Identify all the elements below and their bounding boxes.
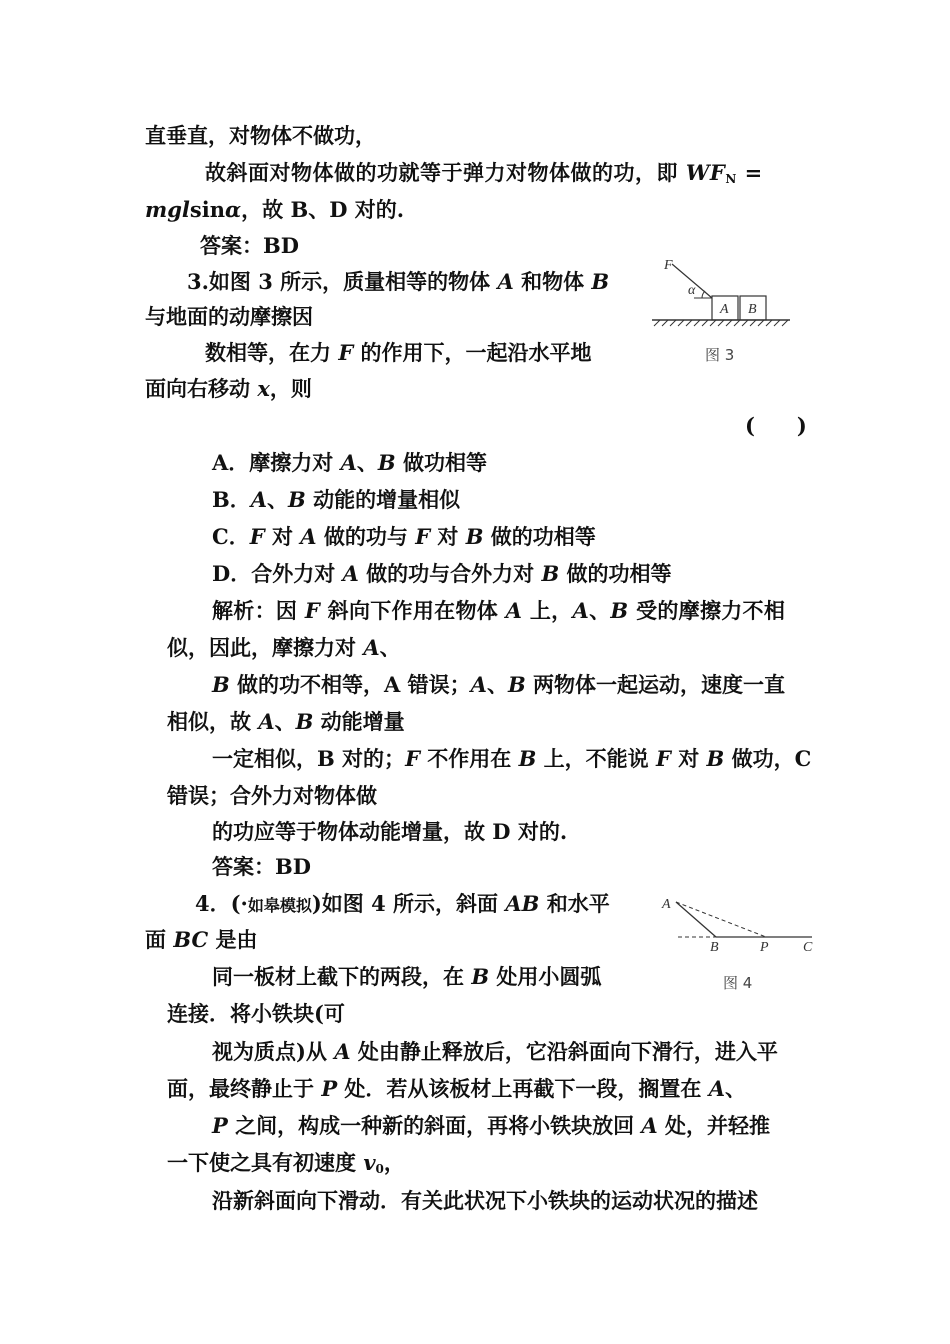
text: 、 xyxy=(274,709,296,734)
text: 和物体 xyxy=(513,269,592,294)
text: 是由 xyxy=(208,927,258,952)
paren: ( ) xyxy=(745,413,807,438)
var: F xyxy=(338,340,354,365)
explanation-line xyxy=(212,818,567,846)
text: 同一板材上截下的两段，在 xyxy=(212,964,472,989)
var: B xyxy=(465,524,484,549)
text: 处．若从该板材上再截下一段，搁置在 xyxy=(337,1076,709,1101)
text: 面向右移动 xyxy=(145,376,258,401)
text: 似，因此，摩擦力对 xyxy=(167,635,364,660)
var: A xyxy=(250,487,268,512)
text: 做的功不相等，A 错误； xyxy=(229,672,471,697)
text-line xyxy=(167,1075,746,1103)
figure-4-caption: 图 4 xyxy=(723,974,753,992)
figure-3-caption: 图 3 xyxy=(705,346,735,364)
var: A xyxy=(342,561,359,586)
text: C． xyxy=(212,524,250,549)
text-line xyxy=(167,1000,345,1028)
subscript: 0 xyxy=(375,1162,384,1176)
var: BC xyxy=(173,927,209,952)
var: B xyxy=(507,672,526,697)
text: 处由静止释放后，它沿斜面向下滑行，进入平 xyxy=(350,1039,778,1064)
var: A xyxy=(340,450,357,475)
text: 做功相等 xyxy=(395,450,487,475)
text: 两物体一起运动，速度一直 xyxy=(525,672,786,697)
text: 动能的增量相似 xyxy=(305,487,461,512)
text: 上，不能说 xyxy=(536,746,656,771)
label-B: B xyxy=(710,940,719,955)
text: 对 xyxy=(430,524,466,549)
label-B: B xyxy=(748,302,757,317)
ground-hatch xyxy=(654,320,788,326)
label-C: C xyxy=(803,940,813,955)
text: ，则 xyxy=(269,376,312,401)
var: A xyxy=(470,672,487,697)
var: AB xyxy=(505,891,540,916)
var: A xyxy=(497,269,514,294)
answer-line xyxy=(212,853,311,881)
var: B xyxy=(471,964,490,989)
explanation-line xyxy=(212,745,811,773)
label-P: P xyxy=(760,940,769,955)
var: B xyxy=(377,450,396,475)
text: 斜向下作用在物体 xyxy=(320,598,506,623)
var: v xyxy=(363,1150,376,1175)
subscript: N xyxy=(725,172,737,186)
var: B xyxy=(518,746,537,771)
var: A xyxy=(505,598,523,623)
figure-4 xyxy=(660,890,820,960)
text: 、 xyxy=(725,1076,747,1101)
text-line xyxy=(205,159,763,193)
text: A．摩擦力对 xyxy=(212,450,341,475)
text: 解析：因 xyxy=(212,598,305,623)
var: A xyxy=(641,1113,658,1138)
text: 和水平 xyxy=(539,891,610,916)
answer: 答案：BD xyxy=(200,233,299,258)
var: B xyxy=(706,746,725,771)
text-line xyxy=(212,1187,758,1215)
option-d xyxy=(212,560,672,588)
text: 对 xyxy=(264,524,301,549)
var: B xyxy=(288,487,306,512)
text-line xyxy=(145,926,257,954)
figure-3 xyxy=(650,252,800,332)
var: A xyxy=(300,524,317,549)
angle-arc xyxy=(702,291,705,298)
text: 沿新斜面向下滑动．有关此状况下小铁块的运动状况的描述 xyxy=(212,1188,758,1213)
text: 数相等，在力 xyxy=(205,340,339,365)
var: F xyxy=(655,746,671,771)
explanation-line xyxy=(212,597,785,625)
var: B xyxy=(591,269,610,294)
text: 的作用下，一起沿水平地 xyxy=(353,340,592,365)
text: 做的功与合外力对 xyxy=(358,561,542,586)
text: 3.如图 3 所示，质量相等的物体 xyxy=(187,269,498,294)
text-line xyxy=(167,1149,405,1183)
text: 不作用在 xyxy=(419,746,519,771)
text-line xyxy=(212,1112,770,1140)
var: F xyxy=(405,746,420,771)
text: 处用小圆弧 xyxy=(489,964,602,989)
text: 处，并轻推 xyxy=(657,1113,771,1138)
answer-paren xyxy=(745,412,807,440)
text: 之间，构成一种新的斜面，再将小铁块放回 xyxy=(227,1113,642,1138)
text: 、 xyxy=(486,672,508,697)
text: 故斜面对物体做的功就等于弹力对物体做的功，即 xyxy=(205,160,686,185)
text-line xyxy=(145,196,404,224)
answer: 答案：BD xyxy=(212,854,311,879)
label-A: A xyxy=(662,897,671,912)
formula: α xyxy=(224,197,242,222)
var: F xyxy=(249,524,265,549)
var: F xyxy=(415,524,431,549)
option-b xyxy=(212,486,460,514)
text: ， xyxy=(383,1150,405,1175)
var: A xyxy=(334,1039,351,1064)
text: 相似，故 xyxy=(167,709,259,734)
text-line xyxy=(145,122,376,150)
var: A xyxy=(258,709,275,734)
text: 做的功相等 xyxy=(483,524,596,549)
text: B． xyxy=(212,487,251,512)
option-a xyxy=(212,449,487,477)
label-alpha: α xyxy=(688,283,696,298)
text: 视为质点)从 xyxy=(212,1039,335,1064)
explanation-line xyxy=(167,634,401,662)
var: A xyxy=(363,635,380,660)
dashed-AP xyxy=(676,902,766,937)
text: 做的功相等 xyxy=(559,561,672,586)
text: 对 xyxy=(670,746,707,771)
incline-AB xyxy=(676,902,716,937)
var: P xyxy=(212,1113,228,1138)
text-line xyxy=(205,339,592,367)
text: 做功，C xyxy=(724,746,812,771)
text: 、 xyxy=(356,450,378,475)
label-A: A xyxy=(720,302,729,317)
text: )如图 4 所示，斜面 xyxy=(311,891,506,916)
var: x xyxy=(257,376,270,401)
text-line xyxy=(212,1038,778,1066)
text: 面，最终静止于 xyxy=(167,1076,322,1101)
var: B xyxy=(212,672,230,697)
explanation-line xyxy=(212,671,785,699)
formula: mgl xyxy=(145,197,190,222)
var: A xyxy=(572,598,590,623)
explanation-line xyxy=(167,708,405,736)
question-4-line xyxy=(195,890,610,920)
text: 动能增量 xyxy=(313,709,405,734)
text: 、 xyxy=(267,487,289,512)
text: 受的摩擦力不相 xyxy=(628,598,786,623)
var: B xyxy=(295,709,314,734)
text-line xyxy=(145,375,312,403)
option-c xyxy=(212,523,596,551)
text: D．合外力对 xyxy=(212,561,343,586)
text: = xyxy=(736,160,763,185)
text: 4．(· xyxy=(195,891,248,916)
text: 、 xyxy=(589,598,611,623)
var: B xyxy=(541,561,560,586)
text-line xyxy=(145,303,313,331)
var: A xyxy=(708,1076,726,1101)
text: 直垂直，对物体不做功， xyxy=(145,123,376,148)
formula: sin xyxy=(189,197,225,222)
var: B xyxy=(610,598,629,623)
text: 与地面的动摩擦因 xyxy=(145,304,313,329)
text: 上， xyxy=(522,598,573,623)
source-tag: 如皋模拟 xyxy=(247,896,312,915)
text: 、 xyxy=(379,635,401,660)
answer-line xyxy=(200,232,299,260)
text: 一定相似，B 对的； xyxy=(212,746,406,771)
var: P xyxy=(321,1076,338,1101)
text: ，故 B、D 对的. xyxy=(241,197,405,222)
text: 连接．将小铁块(可 xyxy=(167,1001,345,1026)
question-3-line xyxy=(187,268,609,296)
label-F: F xyxy=(664,258,673,273)
text: 的功应等于物体动能增量，故 D 对的. xyxy=(212,819,568,844)
text: 错误；合外力对物体做 xyxy=(167,783,377,808)
text: 做的功与 xyxy=(316,524,416,549)
text: 面 xyxy=(145,927,174,952)
explanation-line xyxy=(167,782,377,810)
formula: WF xyxy=(685,160,726,185)
var: F xyxy=(304,598,321,623)
text: 一下使之具有初速度 xyxy=(167,1150,364,1175)
text-line xyxy=(212,963,601,991)
